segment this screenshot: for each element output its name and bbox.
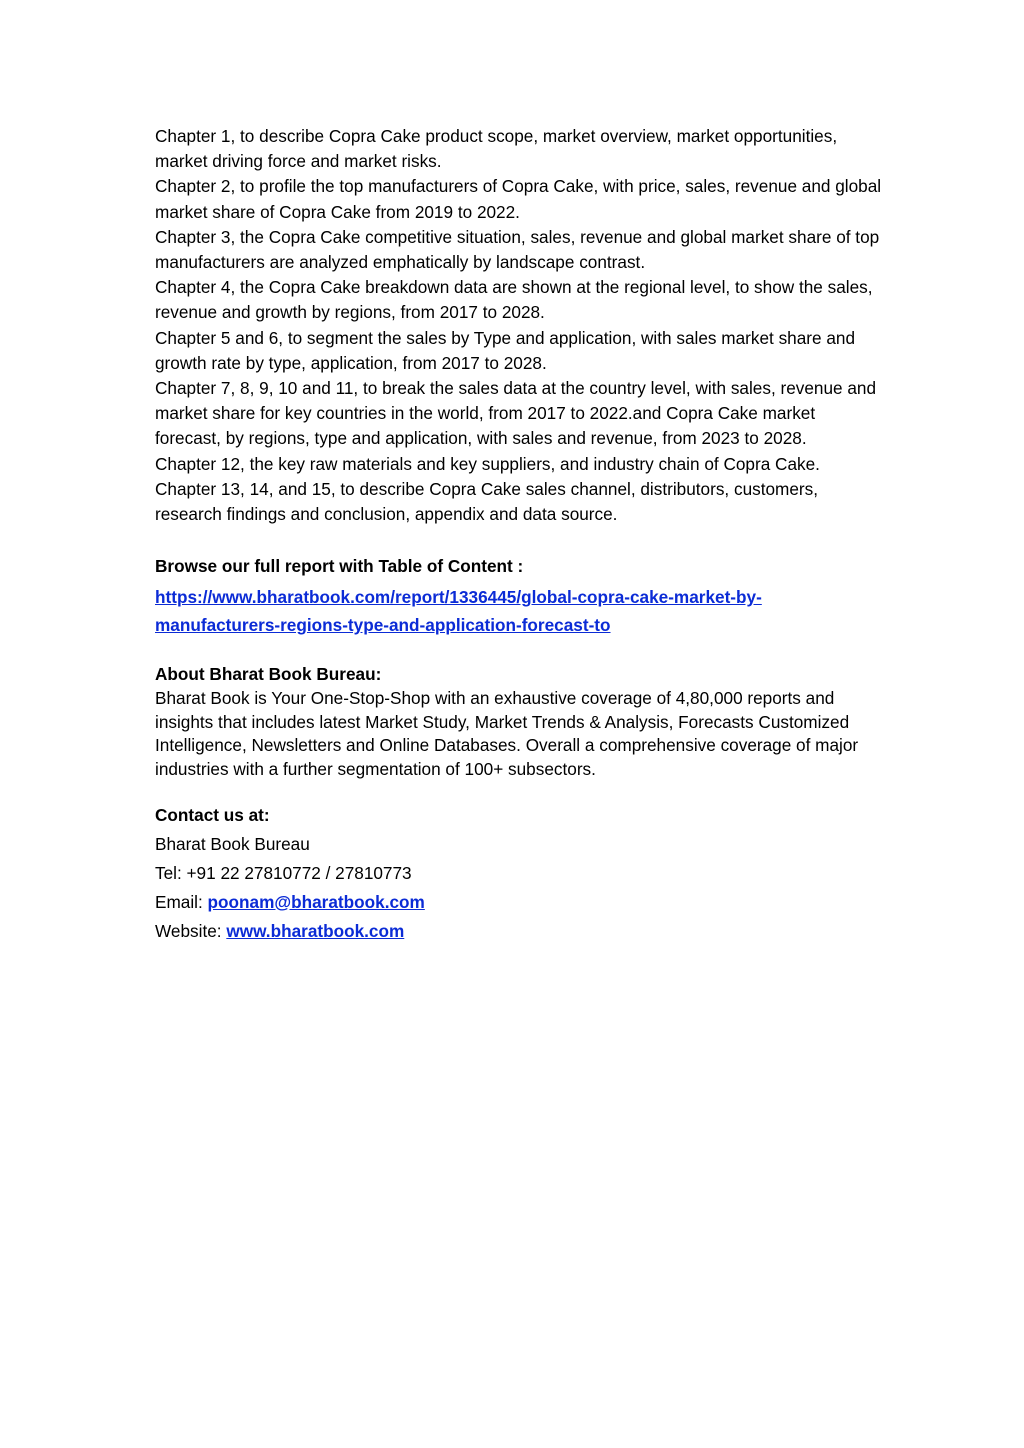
chapter-paragraph: Chapter 3, the Copra Cake competitive situation, sales, revenue and global market share of top manufacturers are analyzed emphatically by landscape contrast. — [155, 226, 880, 273]
browse-report-section — [155, 554, 885, 639]
report-link[interactable] — [155, 583, 885, 639]
chapter-paragraph: Chapter 7, 8, 9, 10 and 11, to break the sales data at the country level, with sales, revenue and market share for key countries in the world, from 2017 to 2022.and Copra Cake market forecast, by regions, type and application, with sales and revenue, from 2023 to 2028. — [155, 378, 877, 449]
chapter-paragraph: Chapter 4, the Copra Cake breakdown data are shown at the regional level, to show the sales, revenue and growth by regions, from 2017 to 2028. — [155, 277, 873, 323]
contact-section — [155, 801, 885, 946]
chapter-paragraph: Chapter 1, to describe Copra Cake product scope, market overview, market opportunities, market driving force and market risks. — [155, 126, 838, 172]
report-link-line-2: manufacturers-regions-type-and-application-forecast-to — [155, 615, 611, 636]
chapter-paragraph: Chapter 2, to profile the top manufacturers of Copra Cake, with price, sales, revenue and global market share of Copra Cake from 2019 to 2022. — [155, 176, 882, 222]
about-section — [155, 662, 885, 781]
contact-tel: Tel: +91 22 27810772 / 27810773 — [155, 862, 412, 883]
about-text: Bharat Book is Your One-Stop-Shop with an exhaustive coverage of 4,80,000 reports and insights that includes latest Market Study, Market Trends & Analysis, Forecasts Customized Intelligence, Newsletters and Online Databases. Overall a comprehensive coverage of major industries with a further segmentation of 100+ subsectors. — [155, 688, 859, 780]
chapter-paragraph: Chapter 5 and 6, to segment the sales by Type and application, with sales market share and growth rate by type, application, from 2017 to 2028. — [155, 327, 856, 373]
chapter-paragraph: Chapter 13, 14, and 15, to describe Copra Cake sales channel, distributors, customers, research findings and conclusion, appendix and data source. — [155, 478, 819, 525]
about-heading: About Bharat Book Bureau: — [155, 664, 382, 685]
browse-heading: Browse our full report with Table of Content : — [155, 556, 524, 577]
website-label: Website: — [155, 920, 227, 941]
contact-company: Bharat Book Bureau — [155, 833, 310, 854]
report-link-line-1: https://www.bharatbook.com/report/1336445/global-copra-cake-market-by- — [155, 587, 762, 608]
contact-heading: Contact us at: — [155, 804, 270, 825]
website-link[interactable]: www.bharatbook.com — [226, 920, 405, 941]
contact-email-line — [155, 888, 885, 917]
contact-website-line — [155, 917, 885, 946]
email-link[interactable]: poonam@bharatbook.com — [207, 891, 425, 912]
chapter-list — [155, 124, 885, 527]
chapter-paragraph: Chapter 12, the key raw materials and key suppliers, and industry chain of Copra Cake. — [155, 453, 820, 474]
document-page — [155, 124, 885, 946]
email-label: Email: — [155, 891, 208, 912]
